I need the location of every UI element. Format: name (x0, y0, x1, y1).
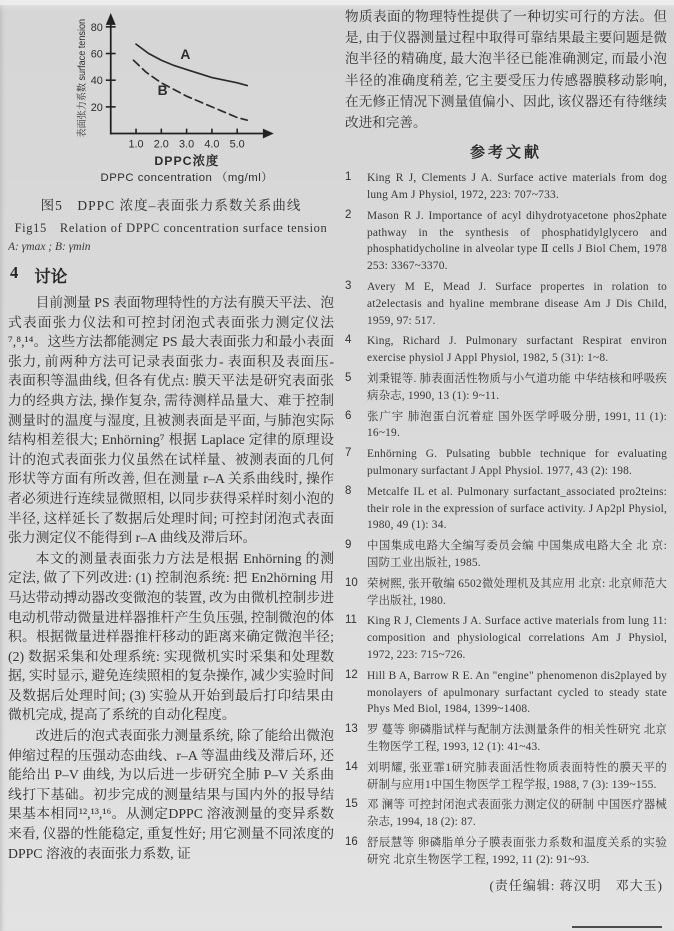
reference-number: 7 (345, 447, 352, 460)
svg-text:DPPC浓度: DPPC浓度 (154, 154, 220, 169)
discussion-paragraph-2: 本文的测量表面张力方法是根据 Enhörning 的测定法, 做了下列改进: (1) 控制泡系统: 把 En2hörning 用马达带动搏动器改变微泡的装置, 改为由微机控制步进电动机带动微量进样器推杆产生负压强, 控制微泡的体积。根据微量进样器推杆移动的距离来确定微泡半径; (2) 数据采集和处理系统: 实现微机实时采集和处理数据, 实时显示, 避免连续照相的复杂操作, 减少实验时间及数据后处理时间; (3) 实验从开始到最后打印结果由微机完成, 提高了系统的自动化程度。 (8, 550, 334, 723)
reference-item (345, 208, 667, 275)
reference-item (345, 446, 667, 480)
reference-text: Mason R J. Importance of acyl dihydrotyacetone phos2phate pathway in the synthesis of phosphatidylglycero and phosphatidycholine in alveolar type Ⅱ cells J Biol Chem, 1978 253: 3367~3370. (367, 209, 667, 273)
svg-text:40: 40 (90, 75, 103, 88)
reference-item (345, 576, 667, 610)
svg-text:5.0: 5.0 (229, 138, 245, 151)
svg-text:A: A (180, 45, 191, 62)
reference-item (345, 722, 667, 756)
figure-legend: A: γmax ; B: γmin (8, 241, 91, 253)
section-number: 4 (10, 263, 19, 282)
reference-item (345, 760, 667, 794)
bottom-rule (572, 926, 662, 928)
reference-text: Hill B A, Barrow R E. An "engine" phenomenon dis2played by monolayers of apulmonary surfactant cycled to steady state Phys Med Biol, 1984, 1399~1408. (367, 669, 667, 716)
reference-number: 14 (345, 760, 358, 773)
reference-item (345, 538, 667, 572)
scan-edge (0, 0, 674, 5)
svg-text:3.0: 3.0 (179, 138, 195, 151)
reference-number: 6 (345, 409, 352, 422)
reference-number: 8 (345, 484, 352, 497)
reference-number: 2 (345, 208, 352, 221)
reference-text: King, Richard J. Pulmonary surfactant Respirat environ exercise physiol J Appl Physiol, 1982, 5 (31): 1~8. (367, 335, 667, 365)
section-heading (10, 263, 334, 287)
reference-text: Metcalfe IL et al. Pulmonary surfactant_associated pro2teins: their role in the expression of surface activity. J Ap2pl Physiol, 1980, 49 (1): 34. (367, 485, 667, 532)
reference-text: 刘明耀, 张亚霏1研究肺表面活性物质表面特性的膜天平的研制与应用1中国生物医学工程学报, 1988, 7 (3): 139~155. (367, 761, 667, 791)
reference-number: 1 (345, 171, 352, 184)
figure-caption-en: Fig15 Relation of DPPC concentration surface tension (14, 221, 328, 235)
reference-item (345, 613, 667, 663)
svg-text:1.0: 1.0 (128, 138, 144, 151)
reference-number: 9 (345, 539, 352, 552)
svg-text:DPPC concentration （mg/ml）: DPPC concentration （mg/ml） (100, 171, 274, 184)
reference-item (345, 835, 667, 869)
reference-number: 12 (345, 668, 358, 681)
reference-item (345, 797, 667, 831)
reference-number: 16 (345, 835, 358, 848)
svg-text:4.0: 4.0 (204, 138, 220, 151)
reference-number: 13 (345, 723, 358, 736)
reference-text: King R J, Clements J A. Surface active materials from dog lung Am J Physiol, 1972, 223: 707~733. (367, 172, 667, 202)
svg-text:80: 80 (90, 21, 103, 34)
reference-item (345, 668, 667, 718)
section-title: 讨论 (34, 267, 68, 286)
svg-text:2.0: 2.0 (153, 138, 169, 151)
editors-line: (责任编辑: 蒋汉明 邓大玉) (489, 877, 663, 893)
svg-text:20: 20 (90, 101, 103, 114)
svg-text:表面张力系数 surface tension: 表面张力系数 surface tension (77, 8, 89, 138)
reference-item (345, 170, 667, 204)
reference-text: 荣树熙, 张开敬编 6502微处理机及其应用 北京: 北京师范大学出版社, 1980. (367, 577, 667, 607)
reference-item (345, 371, 667, 405)
reference-number: 3 (345, 280, 352, 292)
reference-text: Enhörning G. Pulsating bubble technique for evaluating pulmonary surfactant J Appl Physiol. 1977, 43 (2): 198. (367, 448, 667, 477)
figure-caption-cn: 图5 DPPC 浓度–表面张力系数关系曲线 (40, 198, 302, 213)
references-heading: 参考文献 (469, 145, 542, 162)
right-column (345, 6, 667, 926)
dppc-surface-tension-chart (8, 6, 334, 186)
reference-number: 5 (345, 371, 352, 384)
reference-number: 4 (345, 334, 352, 347)
discussion-continuation: 物质表面的物理特性提供了一种切实可行的方法。但是, 由于仪器测量过程中取得可靠结果最主要问题是微泡半径的精确度, 最大泡半径已能准确测定, 而最小泡半径的准确度稍差, 它主要受压力传感器膜移动影响, 在无修正情况下测量值偏小、因此, 该仪器还有待继续改进和完善。 (345, 9, 667, 131)
reference-item (345, 279, 667, 329)
svg-text:B: B (157, 81, 168, 98)
reference-number: 15 (345, 798, 358, 811)
reference-number: 11 (345, 614, 357, 627)
reference-text: 舒辰慧等 卵磷脂单分子膜表面张力系数和温度关系的实验研究 北京生物医学工程, 1992, 11 (2): 91~93. (367, 836, 667, 866)
reference-text: 邓 澜等 可控封闭泡式表面张力测定仪的研制 中国医疗器械杂志, 1994, 18 (2): 87. (367, 799, 667, 829)
left-column (8, 6, 334, 926)
discussion-paragraph-3: 改进后的泡式表面张力测量系统, 除了能给出微泡伸缩过程的压强动态曲线、r–A 等温曲线及滞后环, 还能给出 P–V 曲线, 为以后进一步研究全肺 P–V 关系曲线打下基础。初步完成的测量结果与国内外的报导结果基本相同¹²,¹³,¹⁶。从测定DPPC 溶液测量的变异系数来看, 仪器的性能稳定, 重复性好; 用它测量不同浓度的DPPC 溶液的表面张力系数, 证 (8, 728, 334, 861)
figure-5 (8, 6, 334, 253)
reference-list (345, 170, 667, 868)
svg-text:60: 60 (90, 48, 103, 61)
reference-text: King R J, Clements J A. Surface active materials from lung 11: composition and physiological correlations Am J Physiol, 1972, 223: 715~726. (367, 615, 667, 661)
discussion-paragraph-1: 目前测量 PS 表面物理特性的方法有膜天平法、泡式表面张力仪法和可控封闭泡式表面张力测定仪法⁷,⁸,¹⁴。这些方法都能测定 PS 最大表面张力和最小表面张力, 前两种方法可记录表面张力- 表面积及表面压- 表面积等温曲线, 但各有优点: 膜天平法是研究表面张力的经典方法, 操作复杂, 需待测样品量大、难于控制测量时的温度与湿度, 且被测表面是平面, 与肺泡实际结构相差很大; Enhörning⁷ 根据 Laplace 定律的原理设计的泡式表面张力仪虽然在试样量、被测表面的几何形状等方面有所改善, 但在测量 r–A 关系曲线时, 操作者必须进行连续显微照相, 以同步获得采样时刻小泡的半径, 这样延长了数据后处理时间; 可控封闭泡式表面张力测定仪不能得到 r–A 曲线及滞后环。 (8, 295, 334, 546)
reference-item (345, 333, 667, 367)
reference-item (345, 484, 667, 534)
reference-text: 刘秉锟等. 肺表面活性物质与小气道功能 中华结核和呼吸疾病杂志, 1990, 13 (1): 9~11. (367, 372, 667, 402)
reference-text: 张广宇 肺泡蛋白沉着症 国外医学呼吸分册, 1991, 11 (1): 16~19. (367, 410, 667, 440)
reference-text: 中国集成电路大全编写委员会编 中国集成电路大全 北 京: 国防工业出版社, 1985. (367, 540, 667, 569)
reference-text: 罗 蔓等 卵磷脂试样与配制方法测量条件的相关性研究 北京生物医学工程, 1993, 12 (1): 41~43. (367, 724, 667, 753)
reference-number: 10 (345, 576, 358, 589)
reference-text: Avery M E, Mead J. Surface propertes in rolation to at2electasis and hyaline membrane disease Am J Dis Child, 1959, 97: 517. (367, 281, 667, 327)
reference-item (345, 409, 667, 443)
